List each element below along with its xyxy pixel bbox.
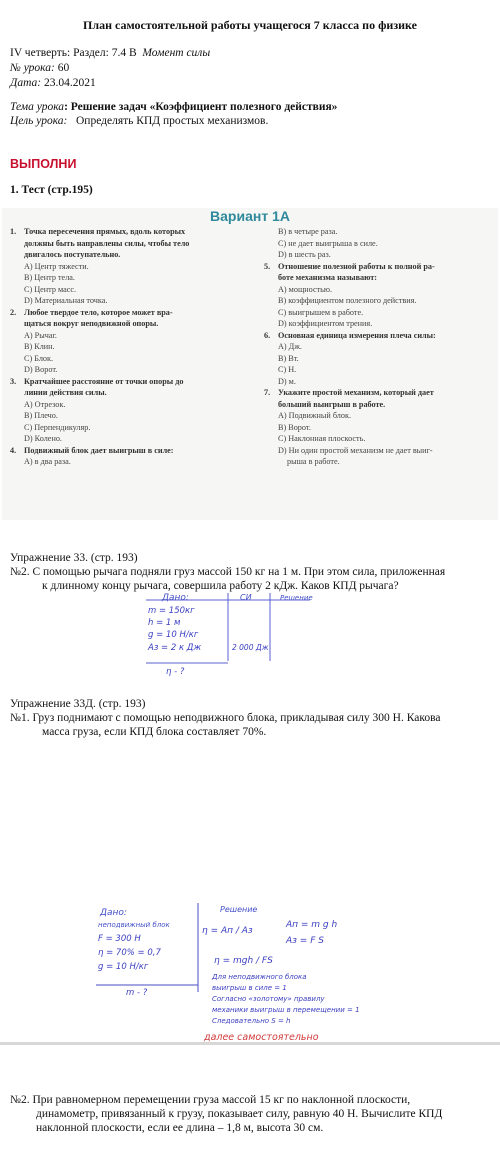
- date-label: Дата:: [10, 77, 42, 89]
- lesson-label: № урока:: [10, 62, 55, 74]
- ex33d-handwritten-solution: [90, 897, 460, 1032]
- answer-option: С) Центр масс.: [24, 284, 77, 294]
- hw2-formula-az: Аз = F S: [286, 936, 324, 946]
- hw2-given-label: Дано:: [100, 908, 127, 918]
- answer-option: В) Центр тела.: [24, 273, 75, 282]
- hw-mass: m = 150кг: [148, 606, 195, 616]
- date-value: 23.04.2021: [43, 77, 96, 89]
- hw2-formula-eta2: η = mgh / FS: [214, 956, 273, 966]
- hw2-g: g = 10 Н/кг: [98, 962, 149, 972]
- answer-option: С) не дает выигрыша в силе.: [278, 238, 378, 248]
- answer-option: В) Вт.: [278, 353, 299, 363]
- hw2-note5: Следовательно S = h: [212, 1017, 291, 1025]
- topic-short: Момент силы: [142, 47, 211, 59]
- answer-option: А) Отрезок.: [24, 399, 66, 409]
- question-number: 7.: [264, 388, 271, 397]
- test-question: [10, 445, 260, 457]
- hw2-note4: механики выигрыш в перемещении = 1: [212, 1006, 360, 1014]
- answer-option: D) коэффициентом трения.: [278, 319, 373, 328]
- answer-option: С) Блок.: [24, 353, 54, 363]
- answer-option: D) Колено.: [24, 434, 62, 443]
- question-number: 1.: [10, 227, 17, 236]
- answer-option: В) в четыре раза.: [278, 227, 338, 236]
- hw-eta-find: η - ?: [166, 667, 185, 677]
- lesson-value: 60: [57, 62, 70, 74]
- question-continuation: боте механизма называют:: [278, 273, 377, 282]
- question-number: 3.: [10, 376, 17, 386]
- goal-label: Цель урока:: [10, 115, 68, 127]
- ex33-task-line1: №2. С помощью рычага подняли груз массой 150 кг на 1 м. При этом сила, приложенная: [10, 566, 446, 578]
- answer-option: С) Наклонная плоскость.: [278, 434, 366, 443]
- hw2-find: m - ?: [126, 988, 148, 998]
- answer-option: D) в шесть раз.: [278, 250, 331, 259]
- hw2-eta: η = 70% = 0,7: [98, 948, 161, 958]
- answer-option: D) м.: [278, 376, 296, 386]
- hw2-force: F = 300 Н: [98, 934, 141, 944]
- question-continuation: двигалось поступательно.: [24, 250, 121, 259]
- question-continuation: щаться вокруг неподвижной опоры.: [24, 319, 159, 328]
- variant-title: Вариант 1А: [210, 208, 290, 224]
- hw2-given-block: неподвижный блок: [98, 921, 170, 929]
- question-text: Кратчайшее расстояние от точки опоры до: [24, 376, 184, 386]
- task2-line1: №2. При равномерном перемещении груза массой 15 кг по наклонной плоскости,: [10, 1094, 411, 1106]
- answer-option: D) Материальная точка.: [24, 296, 108, 305]
- answer-option: D) Ни один простой механизм не дает выиг-: [278, 445, 433, 455]
- answer-option: рыша в работе.: [287, 457, 340, 466]
- task2-line2: динамометр, привязанный к грузу, показывает силу, равную 40 Н. Вычислите КПД: [36, 1108, 443, 1120]
- question-text: Точка пересечения прямых, вдоль которых: [24, 227, 186, 236]
- hw-work: Аз = 2 к Дж: [148, 643, 202, 653]
- task2-line3: наклонной плоскости, если ее длина – 1,8 м, высота 30 см.: [36, 1122, 324, 1134]
- hw2-note1: Для неподвижного блока: [212, 973, 307, 981]
- question-text: Любое твердое тело, которое может вра-: [24, 307, 173, 317]
- answer-option: А) Центр тяжести.: [24, 261, 89, 271]
- question-continuation: линии действия силы.: [24, 388, 107, 397]
- answer-option: С) Н.: [278, 365, 297, 374]
- hw2-note2: выигрыш в силе = 1: [212, 984, 287, 992]
- goal-value: Определять КПД простых механизмов.: [76, 115, 269, 127]
- date-line: [10, 76, 96, 90]
- test-question: [264, 330, 496, 342]
- test-left-column: [10, 226, 260, 468]
- question-number: 5.: [264, 261, 271, 271]
- test-panel: [2, 208, 498, 520]
- continue-note: далее самостоятельно: [204, 1032, 319, 1043]
- lesson-line: [10, 61, 69, 75]
- ex33d-task-line1: №1. Груз поднимают с помощью неподвижного блока, прикладывая силу 300 Н. Какова: [10, 712, 441, 724]
- theme-label: Тема урока: [10, 101, 65, 113]
- answer-option: D) Ворот.: [24, 365, 58, 374]
- test-heading: 1. Тест (стр.195): [10, 184, 93, 196]
- test-question: [264, 261, 496, 273]
- ex33d-task-line2: масса груза, если КПД блока составляет 70%.: [42, 726, 267, 738]
- question-text: Укажите простой механизм, который дает: [278, 388, 434, 397]
- question-text: Основная единица измерения плеча силы:: [278, 330, 436, 340]
- hw2-solution-label: Решение: [220, 905, 258, 914]
- answer-option: А) Дж.: [278, 342, 302, 351]
- theme-line: [10, 100, 337, 114]
- hw2-formula-eta: η = Ап / Аз: [202, 926, 253, 936]
- test-question: [264, 387, 496, 399]
- answer-option: В) Клин.: [24, 342, 55, 351]
- answer-option: С) Перпендикуляр.: [24, 422, 91, 432]
- answer-option: А) Подвижный блок.: [278, 411, 352, 420]
- quarter-line: [10, 46, 210, 60]
- question-continuation: должны быть направлены силы, чтобы тело: [24, 238, 190, 248]
- question-number: 4.: [10, 445, 17, 455]
- test-question: [10, 307, 260, 319]
- answer-option: А) Рычаг.: [24, 330, 57, 340]
- hw2-note3: Согласно «золотому» правилу: [212, 995, 325, 1003]
- goal-line: [10, 114, 268, 128]
- test-question: [10, 376, 260, 388]
- test-question: [10, 226, 260, 238]
- question-text: Подвижный блок дает выигрыш в силе:: [24, 445, 174, 455]
- question-number: 2.: [10, 307, 17, 317]
- do-it-heading: ВЫПОЛНИ: [10, 157, 77, 171]
- theme-value: : Решение задач «Коэффициент полезного действия»: [64, 101, 338, 113]
- page-title: План самостоятельной работы учащегося 7 класса по физике: [83, 18, 417, 32]
- ex33-heading: Упражнение 33. (стр. 193): [10, 552, 138, 564]
- hw2-formula-ap: Ап = m g h: [286, 920, 338, 930]
- answer-option: В) Плечо.: [24, 411, 58, 420]
- ex33-handwritten-solution: [140, 591, 360, 681]
- ex33d-heading: Упражнение 33Д. (стр. 193): [10, 698, 146, 710]
- question-continuation: больший выигрыш в работе.: [278, 399, 386, 409]
- test-right-column: [264, 226, 496, 468]
- answer-option: А) мощностью.: [278, 284, 333, 294]
- question-number: 6.: [264, 330, 271, 340]
- question-text: Отношение полезной работы к полной ра-: [278, 261, 435, 271]
- hw-solution-label: Решение: [280, 594, 313, 602]
- hw-given-label: Дано:: [162, 593, 189, 603]
- answer-option: В) коэффициентом полезного действия.: [278, 296, 417, 305]
- hw-si-label: СИ: [240, 593, 252, 602]
- hw-height: h = 1 м: [148, 618, 181, 628]
- hw-g: g = 10 Н/кг: [148, 630, 199, 640]
- quarter-text: IV четверть: Раздел: 7.4 В: [10, 47, 137, 59]
- answer-option: С) выигрышем в работе.: [278, 307, 364, 317]
- answer-option: В) Ворот.: [278, 422, 311, 432]
- answer-option: А) в два раза.: [24, 457, 71, 466]
- hw-work-si: 2 000 Дж: [232, 643, 269, 652]
- ex33-task-line2: к длинному концу рычага, совершила работу 2 кДж. Каков КПД рычага?: [42, 580, 399, 592]
